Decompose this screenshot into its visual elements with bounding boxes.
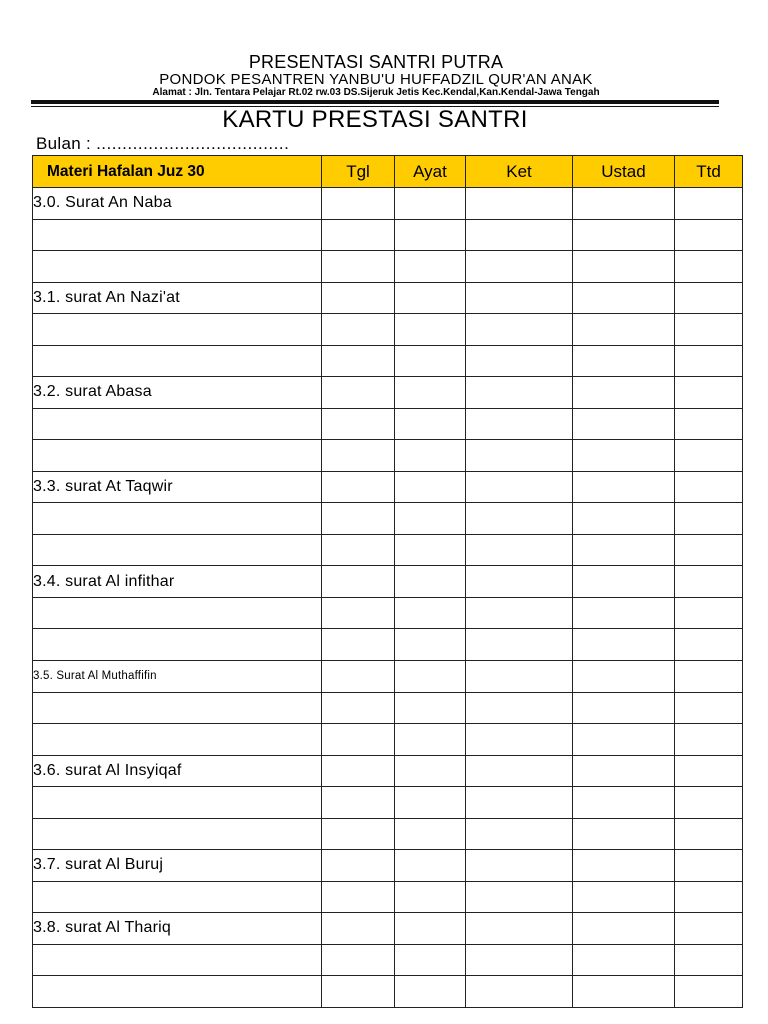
cell-materi[interactable] (33, 314, 322, 346)
header-divider-thick (31, 100, 719, 104)
cell-ttd[interactable] (675, 471, 743, 503)
cell-tgl[interactable] (322, 503, 395, 535)
cell-ttd[interactable] (675, 850, 743, 882)
cell-ayat[interactable] (395, 913, 466, 945)
cell-ustad[interactable] (573, 913, 675, 945)
cell-ustad[interactable] (573, 850, 675, 882)
surah-name: 3.2. surat Abasa (33, 377, 322, 409)
cell-ket[interactable] (466, 755, 573, 787)
cell-ayat[interactable] (395, 471, 466, 503)
cell-ttd[interactable] (675, 692, 743, 724)
card-title: KARTU PRESTASI SANTRI (222, 106, 528, 133)
surah-name: 3.8. surat Al Thariq (33, 913, 322, 945)
cell-ayat[interactable] (395, 818, 466, 850)
achievement-table (32, 155, 743, 1008)
cell-ayat[interactable] (395, 345, 466, 377)
cell-tgl[interactable] (322, 408, 395, 440)
col-header-ayat: Ayat (395, 156, 466, 188)
blank-row (33, 345, 743, 377)
cell-ket[interactable] (466, 692, 573, 724)
cell-tgl[interactable] (322, 597, 395, 629)
col-header-materi: Materi Hafalan Juz 30 (33, 156, 322, 188)
surah-row (33, 188, 743, 220)
cell-ayat[interactable] (395, 408, 466, 440)
cell-ttd[interactable] (675, 913, 743, 945)
cell-ayat[interactable] (395, 787, 466, 819)
cell-ttd[interactable] (675, 408, 743, 440)
blank-row (33, 251, 743, 283)
cell-ttd[interactable] (675, 787, 743, 819)
cell-ayat[interactable] (395, 724, 466, 756)
blank-row (33, 503, 743, 535)
cell-materi[interactable] (33, 251, 322, 283)
cell-tgl[interactable] (322, 377, 395, 409)
institution-name: PONDOK PESANTREN YANBU'U HUFFADZIL QUR'AN ANAK (159, 71, 593, 88)
cell-ttd[interactable] (675, 440, 743, 472)
surah-row (33, 377, 743, 409)
cell-ayat[interactable] (395, 881, 466, 913)
cell-ttd[interactable] (675, 755, 743, 787)
cell-ustad[interactable] (573, 818, 675, 850)
cell-ayat[interactable] (395, 629, 466, 661)
cell-ayat[interactable] (395, 566, 466, 598)
institution-address: Alamat : Jln. Tentara Pelajar Rt.02 rw.03 DS.Sijeruk Jetis Kec.Kendal,Kan.Kendal-Jawa Tengah (152, 87, 600, 98)
surah-row (33, 913, 743, 945)
cell-materi[interactable] (33, 408, 322, 440)
surah-row (33, 755, 743, 787)
cell-ayat[interactable] (395, 188, 466, 220)
surah-row (33, 660, 743, 692)
cell-ket[interactable] (466, 787, 573, 819)
cell-ustad[interactable] (573, 944, 675, 976)
cell-tgl[interactable] (322, 850, 395, 882)
cell-tgl[interactable] (322, 534, 395, 566)
surah-row (33, 566, 743, 598)
cell-tgl[interactable] (322, 881, 395, 913)
surah-name: 3.7. surat Al Buruj (33, 850, 322, 882)
cell-ket[interactable] (466, 471, 573, 503)
cell-ustad[interactable] (573, 692, 675, 724)
cell-ttd[interactable] (675, 377, 743, 409)
blank-row (33, 534, 743, 566)
blank-row (33, 787, 743, 819)
cell-ustad[interactable] (573, 219, 675, 251)
cell-ayat[interactable] (395, 692, 466, 724)
cell-tgl[interactable] (322, 251, 395, 283)
cell-ket[interactable] (466, 944, 573, 976)
cell-ket[interactable] (466, 566, 573, 598)
cell-ttd[interactable] (675, 282, 743, 314)
cell-ket[interactable] (466, 850, 573, 882)
blank-row (33, 629, 743, 661)
cell-ustad[interactable] (573, 251, 675, 283)
cell-ket[interactable] (466, 440, 573, 472)
cell-ustad[interactable] (573, 976, 675, 1008)
cell-tgl[interactable] (322, 787, 395, 819)
cell-ayat[interactable] (395, 660, 466, 692)
cell-tgl[interactable] (322, 282, 395, 314)
cell-materi[interactable] (33, 724, 322, 756)
cell-tgl[interactable] (322, 692, 395, 724)
cell-tgl[interactable] (322, 471, 395, 503)
cell-ustad[interactable] (573, 755, 675, 787)
cell-tgl[interactable] (322, 944, 395, 976)
cell-ustad[interactable] (573, 408, 675, 440)
blank-row (33, 597, 743, 629)
cell-ayat[interactable] (395, 503, 466, 535)
cell-ustad[interactable] (573, 629, 675, 661)
cell-ayat[interactable] (395, 850, 466, 882)
cell-ket[interactable] (466, 976, 573, 1008)
cell-materi[interactable] (33, 629, 322, 661)
cell-materi[interactable] (33, 944, 322, 976)
cell-ket[interactable] (466, 314, 573, 346)
surah-name: 3.3. surat At Taqwir (33, 471, 322, 503)
cell-materi[interactable] (33, 345, 322, 377)
cell-tgl[interactable] (322, 660, 395, 692)
cell-ttd[interactable] (675, 566, 743, 598)
cell-ket[interactable] (466, 818, 573, 850)
cell-ustad[interactable] (573, 534, 675, 566)
month-label: Bulan : (36, 134, 92, 153)
blank-row (33, 881, 743, 913)
cell-tgl[interactable] (322, 314, 395, 346)
cell-ttd[interactable] (675, 534, 743, 566)
cell-tgl[interactable] (322, 724, 395, 756)
cell-tgl[interactable] (322, 976, 395, 1008)
cell-ustad[interactable] (573, 881, 675, 913)
cell-ttd[interactable] (675, 881, 743, 913)
program-title: PRESENTASI SANTRI PUTRA (248, 52, 504, 72)
cell-ustad[interactable] (573, 440, 675, 472)
cell-materi[interactable] (33, 534, 322, 566)
cell-materi[interactable] (33, 881, 322, 913)
cell-tgl[interactable] (322, 345, 395, 377)
surah-row (33, 282, 743, 314)
surah-name: 3.6. surat Al Insyiqaf (33, 755, 322, 787)
col-header-ket: Ket (466, 156, 573, 188)
cell-ttd[interactable] (675, 818, 743, 850)
cell-ket[interactable] (466, 660, 573, 692)
cell-ttd[interactable] (675, 219, 743, 251)
cell-ttd[interactable] (675, 944, 743, 976)
blank-row (33, 818, 743, 850)
surah-row (33, 850, 743, 882)
cell-tgl[interactable] (322, 566, 395, 598)
cell-ket[interactable] (466, 188, 573, 220)
blank-row (33, 944, 743, 976)
cell-ket[interactable] (466, 408, 573, 440)
blank-row (33, 724, 743, 756)
surah-name: 3.0. Surat An Naba (33, 188, 322, 220)
cell-ustad[interactable] (573, 377, 675, 409)
cell-ket[interactable] (466, 345, 573, 377)
cell-materi[interactable] (33, 787, 322, 819)
cell-materi[interactable] (33, 597, 322, 629)
cell-ttd[interactable] (675, 503, 743, 535)
cell-ket[interactable] (466, 377, 573, 409)
cell-ttd[interactable] (675, 188, 743, 220)
col-header-ustad: Ustad (573, 156, 675, 188)
cell-ustad[interactable] (573, 471, 675, 503)
cell-ket[interactable] (466, 629, 573, 661)
cell-ayat[interactable] (395, 282, 466, 314)
cell-ket[interactable] (466, 724, 573, 756)
cell-ttd[interactable] (675, 724, 743, 756)
cell-ayat[interactable] (395, 755, 466, 787)
cell-tgl[interactable] (322, 188, 395, 220)
blank-row (33, 692, 743, 724)
cell-ttd[interactable] (675, 976, 743, 1008)
cell-tgl[interactable] (322, 755, 395, 787)
cell-ayat[interactable] (395, 219, 466, 251)
cell-ayat[interactable] (395, 377, 466, 409)
cell-tgl[interactable] (322, 629, 395, 661)
cell-materi[interactable] (33, 818, 322, 850)
cell-ayat[interactable] (395, 944, 466, 976)
blank-row (33, 314, 743, 346)
cell-ttd[interactable] (675, 660, 743, 692)
cell-materi[interactable] (33, 976, 322, 1008)
cell-ket[interactable] (466, 503, 573, 535)
blank-row (33, 219, 743, 251)
cell-ayat[interactable] (395, 534, 466, 566)
month-field (36, 134, 289, 154)
cell-ayat[interactable] (395, 440, 466, 472)
cell-materi[interactable] (33, 503, 322, 535)
cell-ustad[interactable] (573, 188, 675, 220)
cell-ttd[interactable] (675, 345, 743, 377)
cell-materi[interactable] (33, 219, 322, 251)
cell-ket[interactable] (466, 219, 573, 251)
cell-ayat[interactable] (395, 597, 466, 629)
table-header-row (33, 156, 743, 188)
cell-ustad[interactable] (573, 314, 675, 346)
cell-ayat[interactable] (395, 314, 466, 346)
cell-materi[interactable] (33, 692, 322, 724)
cell-ket[interactable] (466, 282, 573, 314)
cell-ustad[interactable] (573, 787, 675, 819)
surah-name: 3.5. Surat Al Muthaffifin (33, 660, 322, 692)
cell-tgl[interactable] (322, 818, 395, 850)
cell-ustad[interactable] (573, 566, 675, 598)
cell-ustad[interactable] (573, 597, 675, 629)
month-blank: ..................................... (96, 134, 290, 153)
cell-tgl[interactable] (322, 219, 395, 251)
cell-tgl[interactable] (322, 440, 395, 472)
cell-ket[interactable] (466, 534, 573, 566)
surah-name: 3.4. surat Al infithar (33, 566, 322, 598)
cell-ket[interactable] (466, 597, 573, 629)
cell-ttd[interactable] (675, 251, 743, 283)
cell-ustad[interactable] (573, 282, 675, 314)
cell-ayat[interactable] (395, 251, 466, 283)
col-header-ttd: Ttd (675, 156, 743, 188)
col-header-tgl: Tgl (322, 156, 395, 188)
cell-ket[interactable] (466, 251, 573, 283)
surah-row (33, 471, 743, 503)
cell-materi[interactable] (33, 440, 322, 472)
cell-ttd[interactable] (675, 314, 743, 346)
blank-row (33, 976, 743, 1008)
surah-name: 3.1. surat An Nazi'at (33, 282, 322, 314)
cell-tgl[interactable] (322, 913, 395, 945)
cell-ustad[interactable] (573, 724, 675, 756)
cell-ttd[interactable] (675, 597, 743, 629)
cell-ustad[interactable] (573, 345, 675, 377)
cell-ayat[interactable] (395, 976, 466, 1008)
blank-row (33, 440, 743, 472)
blank-row (33, 408, 743, 440)
cell-ustad[interactable] (573, 503, 675, 535)
cell-ustad[interactable] (573, 660, 675, 692)
cell-ttd[interactable] (675, 629, 743, 661)
cell-ket[interactable] (466, 881, 573, 913)
cell-ket[interactable] (466, 913, 573, 945)
